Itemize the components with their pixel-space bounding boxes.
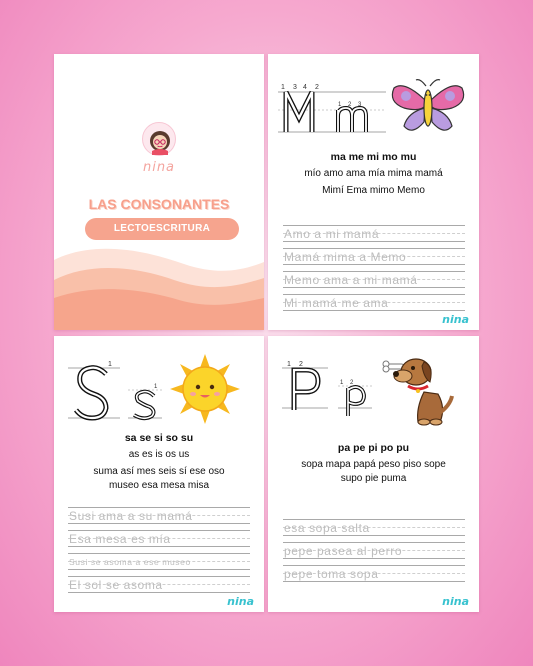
practice-text: Mi mamá me ama <box>284 296 389 310</box>
brand-logo: nina <box>227 595 254 608</box>
butterfly-icon <box>390 78 466 140</box>
word-line: mío amo ama mía mima mamá <box>304 168 443 179</box>
brand-logo: nina <box>442 595 469 608</box>
word-line: suma así mes seis sí ese oso <box>93 466 225 477</box>
cover-title: LAS CONSONANTES <box>88 196 230 212</box>
practice-text: Amo a mi mamá <box>284 227 380 241</box>
syllables: ma me mi mo mu <box>330 151 417 163</box>
stroke-number: 2 <box>299 361 303 368</box>
letter-s-page <box>54 336 264 612</box>
stroke-number: 2 <box>350 380 354 386</box>
practice-line <box>68 527 250 550</box>
letter-s-tracing <box>68 354 168 424</box>
stroke-number: 1 <box>338 102 342 108</box>
practice-text: esa sopa salta <box>284 521 370 535</box>
practice-line <box>283 268 465 291</box>
practice-line <box>283 516 465 539</box>
word-line: as es is os us <box>128 449 190 460</box>
practice-text: Mamá mima a Memo <box>284 250 407 264</box>
practice-text: Memo ama a mi mamá <box>284 273 418 287</box>
stroke-number: 2 <box>348 102 352 108</box>
practice-text: pepe pasea al perro <box>284 544 403 558</box>
practice-lines <box>283 222 465 314</box>
practice-text: Susi ama a su mamá <box>69 509 193 523</box>
avatar-icon <box>142 122 176 156</box>
stroke-number: 1 <box>340 380 344 386</box>
practice-lines <box>68 504 250 596</box>
word-line: sopa mapa papá peso piso sope <box>301 459 446 470</box>
word-line: museo esa mesa misa <box>108 480 210 491</box>
practice-lines <box>283 516 465 585</box>
practice-line <box>283 245 465 268</box>
practice-line <box>283 539 465 562</box>
practice-line <box>283 222 465 245</box>
letter-m-tracing <box>278 80 390 140</box>
brand-logo: nina <box>442 313 469 326</box>
stroke-number: 3 <box>293 84 297 91</box>
practice-text: Susi se asoma a ese museo <box>69 557 191 567</box>
stroke-number: 1 <box>108 361 112 368</box>
stroke-number: 3 <box>358 102 362 108</box>
stroke-number: 2 <box>315 84 319 91</box>
syllables: sa se si so su <box>124 432 194 444</box>
stroke-number: 1 <box>154 384 158 390</box>
practice-line <box>68 550 250 573</box>
stroke-number: 1 <box>281 84 285 91</box>
practice-text: pepe toma sopa <box>284 567 379 581</box>
word-line: supo pie puma <box>340 473 407 484</box>
sun-icon <box>168 352 242 426</box>
word-line: Mimí Ema mimo Memo <box>322 185 425 196</box>
stroke-number: 1 <box>287 361 291 368</box>
dog-icon <box>380 352 456 428</box>
syllables: pa pe pi po pu <box>337 442 410 454</box>
practice-text: El sol se asoma <box>69 578 163 592</box>
practice-text: Esa mesa es mía <box>69 532 171 546</box>
practice-line <box>68 504 250 527</box>
practice-line <box>283 562 465 585</box>
cover-page <box>54 54 264 330</box>
letter-p-page <box>268 336 479 612</box>
letter-p-tracing <box>282 356 378 416</box>
cover-subtitle-pill: LECTOESCRITURA <box>85 218 239 240</box>
stroke-number: 4 <box>303 84 307 91</box>
brand-logo: nina <box>142 160 176 175</box>
letter-m-page <box>268 54 479 330</box>
practice-line <box>283 291 465 314</box>
cover-waves <box>54 240 264 330</box>
practice-line <box>68 573 250 596</box>
